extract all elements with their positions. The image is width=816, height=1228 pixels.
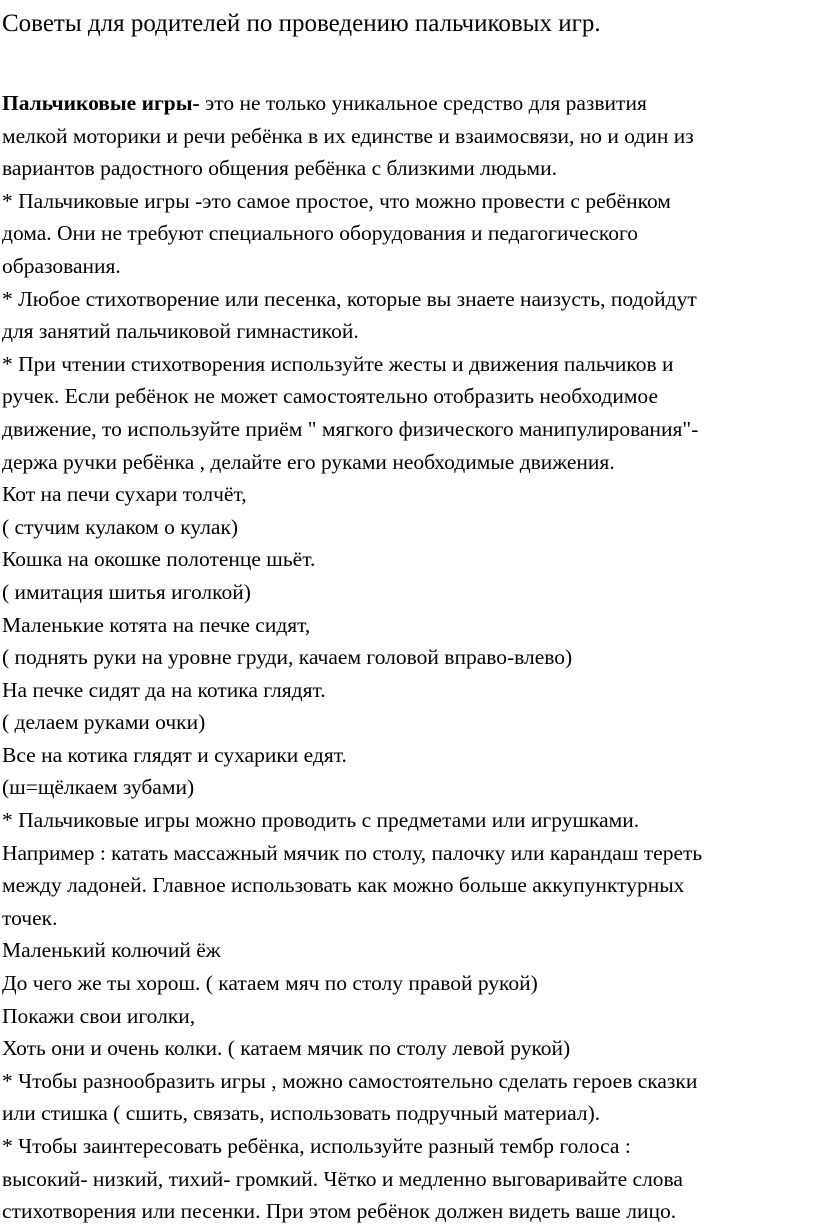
text-line: точек. — [2, 905, 58, 930]
poem-line: Все на котика глядят и сухарики едят. — [2, 742, 347, 767]
poem-instruction: ( стучим кулаком о кулак) — [2, 514, 239, 539]
text-line: вариантов радостного общения ребёнка с близкими людьми. — [2, 156, 558, 181]
text-line: Например : катать массажный мячик по столу, палочку или карандаш тереть — [2, 840, 703, 865]
text-line: дома. Они не требуют специального оборудования и педагогического — [2, 221, 639, 246]
text-line-content: это не только уникальное средство для развития — [199, 91, 647, 115]
poem-instruction: ( поднять руки на уровне груди, качаем головой вправо-влево) — [2, 645, 573, 670]
document-title: Советы для родителей по проведению пальчиковых игр. — [2, 10, 601, 37]
text-line: * Чтобы заинтересовать ребёнка, используйте разный тембр голоса : — [2, 1134, 631, 1158]
text-line: * Чтобы разнообразить игры , можно самостоятельно сделать героев сказки — [2, 1068, 698, 1093]
text-line: ручек. Если ребёнок не может самостоятельно отобразить необходимое — [2, 384, 658, 409]
document-body — [2, 87, 814, 1228]
text-line: для занятий пальчиковой гимнастикой. — [2, 319, 359, 344]
poem-line: До чего же ты хорош. ( катаем мяч по столу правой рукой) — [2, 971, 538, 996]
poem-line: Кот на печи сухари толчёт, — [2, 482, 247, 507]
text-line: * При чтении стихотворения используйте жесты и движения пальчиков и — [2, 351, 674, 376]
text-line: * Любое стихотворение или песенка, которые вы знаете наизусть, подойдут — [2, 286, 697, 311]
text-line: между ладоней. Главное использовать как можно больше аккупунктурных — [2, 873, 685, 898]
poem-instruction: ( делаем руками очки) — [2, 710, 206, 735]
poem-line: Покажи свои иголки, — [2, 1003, 196, 1028]
poem-instruction: ( имитация шитья иголкой) — [2, 579, 251, 604]
text-line: мелкой моторики и речи ребёнка в их единстве и взаимосвязи, но и один из — [2, 123, 694, 148]
poem-line: Хоть они и очень колки. ( катаем мячик по столу левой рукой) — [2, 1036, 571, 1061]
text-line: образования. — [2, 253, 121, 278]
text-line: движение, то используйте приём " мягкого физического манипулирования"- — [2, 416, 699, 441]
text-line: или стишка ( сшить, связать, использовать подручный материал). — [2, 1101, 601, 1126]
poem-line: Маленькие котята на печке сидят, — [2, 612, 311, 637]
text-line: * Пальчиковые игры -это самое простое, что можно провести с ребёнком — [2, 188, 671, 213]
text-line: стихотворения или песенки. При этом ребёнок должен видеть ваше лицо. — [2, 1199, 677, 1224]
text-line: высокий- низкий, тихий- громкий. Чётко и медленно выговаривайте слова — [2, 1166, 683, 1191]
poem-line: На печке сидят да на котика глядят. — [2, 677, 326, 702]
poem-line: Маленький колючий ёж — [2, 938, 221, 963]
text-line — [2, 87, 814, 120]
poem-instruction: (ш=щёлкаем зубами) — [2, 775, 195, 800]
text-line: держа ручки ребёнка , делайте его руками необходимые движения. — [2, 449, 615, 474]
intro-bold-term: Пальчиковые игры- — [2, 91, 200, 115]
poem-line: Кошка на окошке полотенце шьёт. — [2, 547, 316, 572]
text-line: * Пальчиковые игры можно проводить с предметами или игрушками. — [2, 808, 640, 833]
